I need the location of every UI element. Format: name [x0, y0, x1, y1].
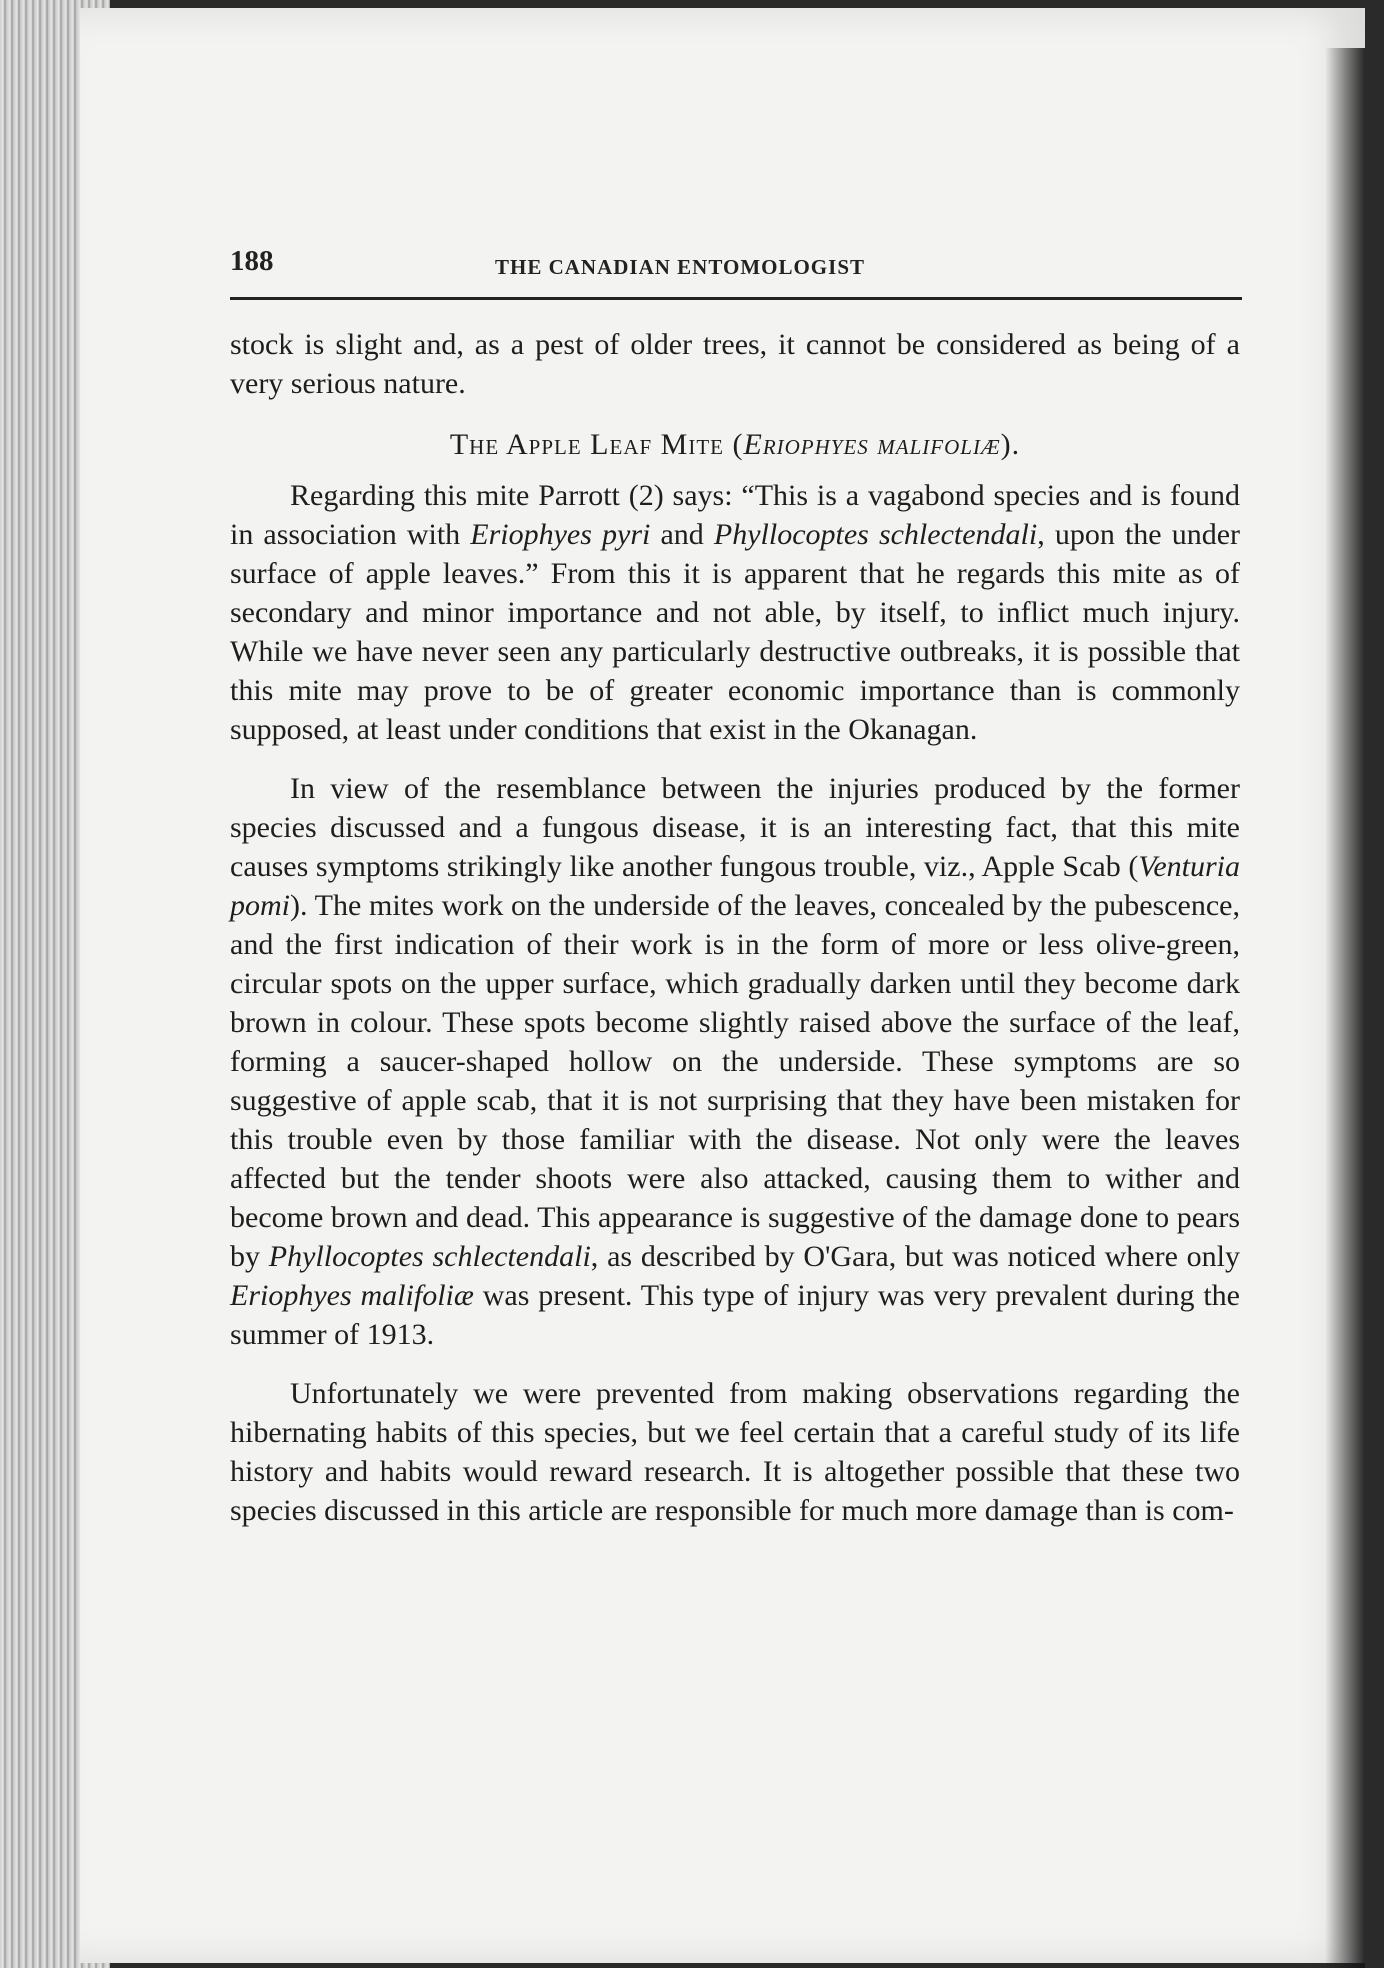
page-header [230, 245, 1240, 285]
header-rule [230, 297, 1242, 300]
paragraph-1: Regarding this mite Parrott (2) says: “This is a vagabond species and is found in association with Eriophyes pyri and Phyllocoptes schlectendali, upon the under surface of apple leaves.” From this it is apparent that he regards this mite as of secondary and minor importance and not able, by itself, to inflict much injury. While we have never seen any particularly destructive outbreaks, it is possible that this mite may prove to be of greater economic importance than is commonly supposed, at least under conditions that exist in the Okanagan. [230, 479, 1240, 746]
page-number: 188 [230, 245, 274, 277]
article-body [230, 325, 1240, 1530]
paragraph-2: In view of the resemblance between the injuries produced by the former species discussed and a fungous disease, it is an interesting fact, that this mite causes symptoms strikingly like another fungous trouble, viz., Apple Scab (Venturia pomi). The mites work on the underside of the leaves, concealed by the pubescence, and the first indication of their work is in the form of more or less olive-green, circular spots on the upper surface, which gradually darken until they become dark brown in colour. These spots become slightly raised above the surface of the leaf, forming a saucer-shaped hollow on the underside. These symptoms are so suggestive of apple scab, that it is not surprising that they have been mistaken for this trouble even by those familiar with the disease. Not only were the leaves affected but the tender shoots were also attacked, causing them to wither and become brown and dead. This appearance is suggestive of the damage done to pears by Phyllocoptes schlectendali, as described by O'Gara, but was noticed where only Eriophyes malifoliæ was present. This type of injury was very prevalent during the summer of 1913. [230, 772, 1240, 1351]
section-heading: The Apple Leaf Mite (Eriophyes malifoliæ). [449, 428, 1021, 461]
paragraph-3: Unfortunately we were prevented from making observations regarding the hibernating habits of this species, but we feel certain that a careful study of its life history and habits would reward research. It is altogether possible that these two species discussed in this article are responsible for much more damage than is com- [230, 1377, 1240, 1527]
paragraph-continuation: stock is slight and, as a pest of older trees, it cannot be considered as being of a very serious nature. [230, 328, 1240, 400]
running-title: THE CANADIAN ENTOMOLOGIST [495, 255, 866, 279]
page-gutter-shadow [1325, 48, 1365, 1968]
